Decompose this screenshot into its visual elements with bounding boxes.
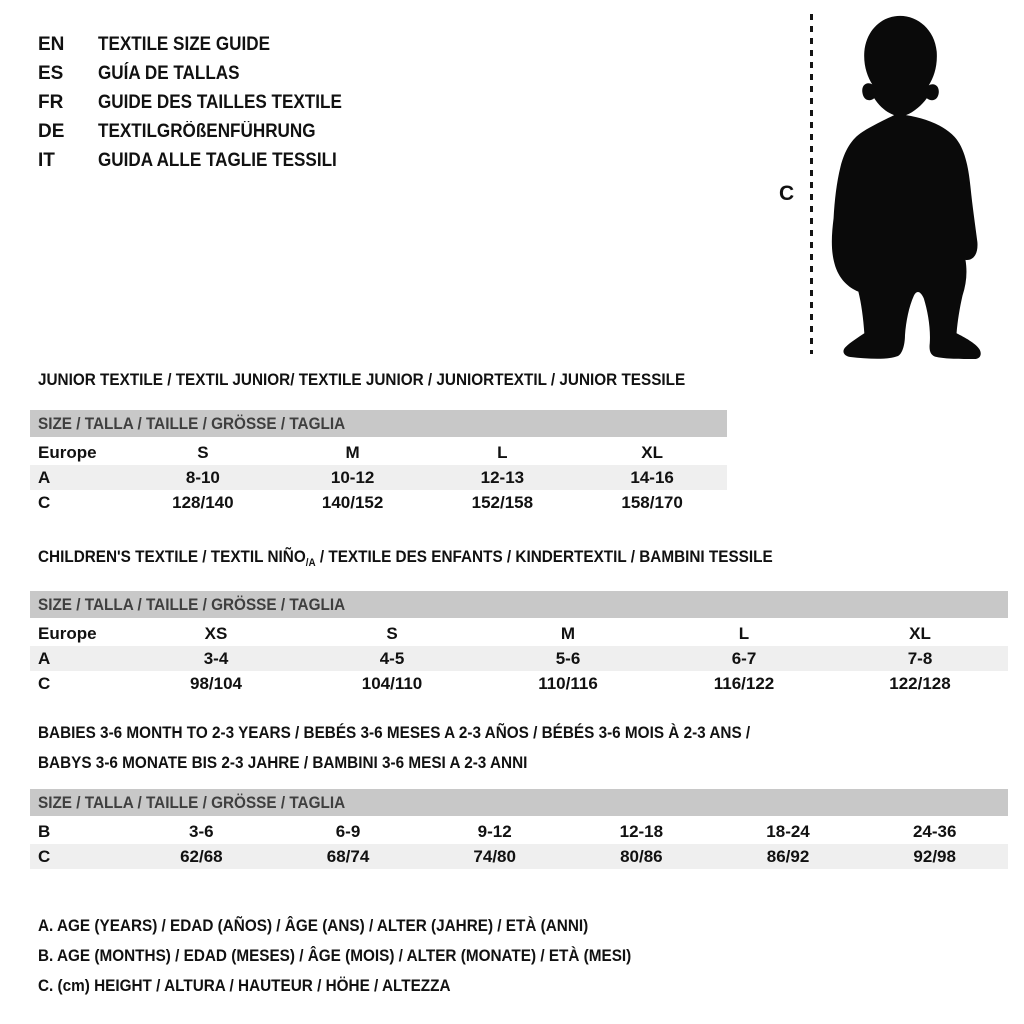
size-table-header: SIZE / TALLA / TAILLE / GRÖSSE / TAGLIA [30, 591, 1008, 618]
size-cell: 5-6 [555, 649, 581, 668]
size-cell: 4-5 [379, 649, 405, 668]
language-row [38, 59, 369, 88]
table-row [30, 465, 727, 490]
size-cell: 152/158 [471, 493, 534, 512]
babies-section-title: BABIES 3-6 MONTH TO 2-3 YEARS / BEBÉS 3-6 MESES A 2-3 AÑOS / BÉBÉS 3-6 MOIS À 2-3 ANS / BABYS 3-6 MONATE BIS 2-3 JAHRE / BAMBINI 3-6 MESI A 2-3 ANNI [38, 723, 751, 772]
row-label: B [38, 822, 51, 841]
height-measure-label: C [779, 182, 795, 205]
language-code: ES [38, 63, 64, 84]
row-label: C [38, 847, 51, 866]
size-cell: 62/68 [180, 847, 223, 866]
measure-legend [30, 911, 697, 1001]
language-row [38, 117, 369, 146]
language-row [38, 146, 369, 175]
size-cell: 10-12 [330, 468, 375, 487]
size-cell: 18-24 [766, 822, 810, 841]
size-cell: 8-10 [185, 468, 220, 487]
size-cell: 3-4 [203, 649, 229, 668]
size-cell: 104/110 [361, 674, 423, 693]
row-label: C [38, 674, 51, 693]
size-cell: XS [204, 624, 228, 643]
legend-line: A. AGE (YEARS) / EDAD (AÑOS) / ÂGE (ANS) / ALTER (JAHRE) / ETÀ (ANNI) [38, 916, 589, 935]
size-cell: 122/128 [889, 674, 951, 693]
size-cell: S [197, 443, 209, 462]
size-cell: 74/80 [473, 847, 516, 866]
size-cell: L [738, 624, 750, 643]
language-label: TEXTILE SIZE GUIDE [98, 34, 270, 55]
size-cell: 3-6 [189, 822, 214, 841]
language-label: GUÍA DE TALLAS [98, 63, 240, 84]
size-table-header: SIZE / TALLA / TAILLE / GRÖSSE / TAGLIA [30, 789, 1008, 816]
table-row [30, 621, 1008, 646]
size-cell: 80/86 [620, 847, 663, 866]
language-label: TEXTILGRÖßENFÜHRUNG [98, 121, 316, 142]
size-table-header: SIZE / TALLA / TAILLE / GRÖSSE / TAGLIA [30, 410, 727, 437]
title-subscript: /A [305, 557, 316, 569]
junior-section-title: JUNIOR TEXTILE / TEXTIL JUNIOR/ TEXTILE JUNIOR / JUNIORTEXTIL / JUNIOR TESSILE [38, 370, 686, 389]
table-row [30, 440, 727, 465]
size-cell: 98/104 [190, 674, 242, 693]
babies-size-table [30, 789, 1008, 869]
size-cell: 158/170 [621, 493, 683, 512]
size-cell: 116/122 [713, 674, 775, 693]
size-cell: 68/74 [326, 847, 370, 866]
row-label: Europe [38, 624, 97, 643]
legend-line: B. AGE (MONTHS) / EDAD (MESES) / ÂGE (MOIS) / ALTER (MONATE) / ETÀ (MESI) [38, 946, 632, 965]
size-cell: 7-8 [907, 649, 933, 668]
table-row [30, 844, 1008, 869]
size-cell: M [345, 443, 360, 462]
language-label: GUIDA ALLE TAGLIE TESSILI [98, 150, 337, 171]
children-section-title: CHILDREN'S TEXTILE / TEXTIL $NIÑO_{/A}$ / TEXTILE DES ENFANTS / KINDERTEXTIL / BAMBINI TESSILE [38, 547, 773, 569]
language-row [38, 88, 369, 117]
size-cell: 128/140 [172, 493, 234, 512]
size-cell: XL [909, 624, 931, 643]
size-cell: L [497, 443, 508, 462]
size-cell: 9-12 [477, 822, 512, 841]
language-title-list [38, 30, 369, 175]
size-cell: 86/92 [766, 847, 810, 866]
size-cell: 6-9 [335, 822, 361, 841]
language-row [38, 30, 369, 59]
size-cell: S [386, 624, 398, 643]
size-cell: XL [641, 443, 663, 462]
size-cell: 140/152 [321, 493, 384, 512]
row-label: Europe [38, 443, 97, 462]
language-code: IT [38, 150, 55, 171]
table-row [30, 646, 1008, 671]
toddler-silhouette-icon [818, 6, 988, 363]
size-cell: M [560, 624, 576, 643]
junior-size-table [30, 410, 727, 515]
row-label: C [38, 493, 51, 512]
children-size-table [30, 591, 1008, 696]
table-row [30, 490, 727, 515]
language-label: GUIDE DES TAILLES TEXTILE [98, 92, 342, 113]
size-cell: 6-7 [731, 649, 757, 668]
row-label: A [38, 468, 51, 487]
height-dotted-line-icon [810, 14, 813, 354]
table-row [30, 671, 1008, 696]
size-cell: 24-36 [912, 822, 957, 841]
row-label: A [38, 649, 51, 668]
legend-line: C. (cm) HEIGHT / ALTURA / HAUTEUR / HÖHE / ALTEZZA [38, 976, 451, 995]
size-cell: 12-18 [619, 822, 664, 841]
language-code: DE [38, 121, 65, 142]
language-code: FR [38, 92, 64, 113]
size-cell: 92/98 [913, 847, 956, 866]
size-cell: 14-16 [630, 468, 674, 487]
size-cell: 12-13 [480, 468, 525, 487]
language-code: EN [38, 34, 65, 55]
table-row [30, 819, 1008, 844]
size-cell: 110/116 [538, 674, 598, 693]
